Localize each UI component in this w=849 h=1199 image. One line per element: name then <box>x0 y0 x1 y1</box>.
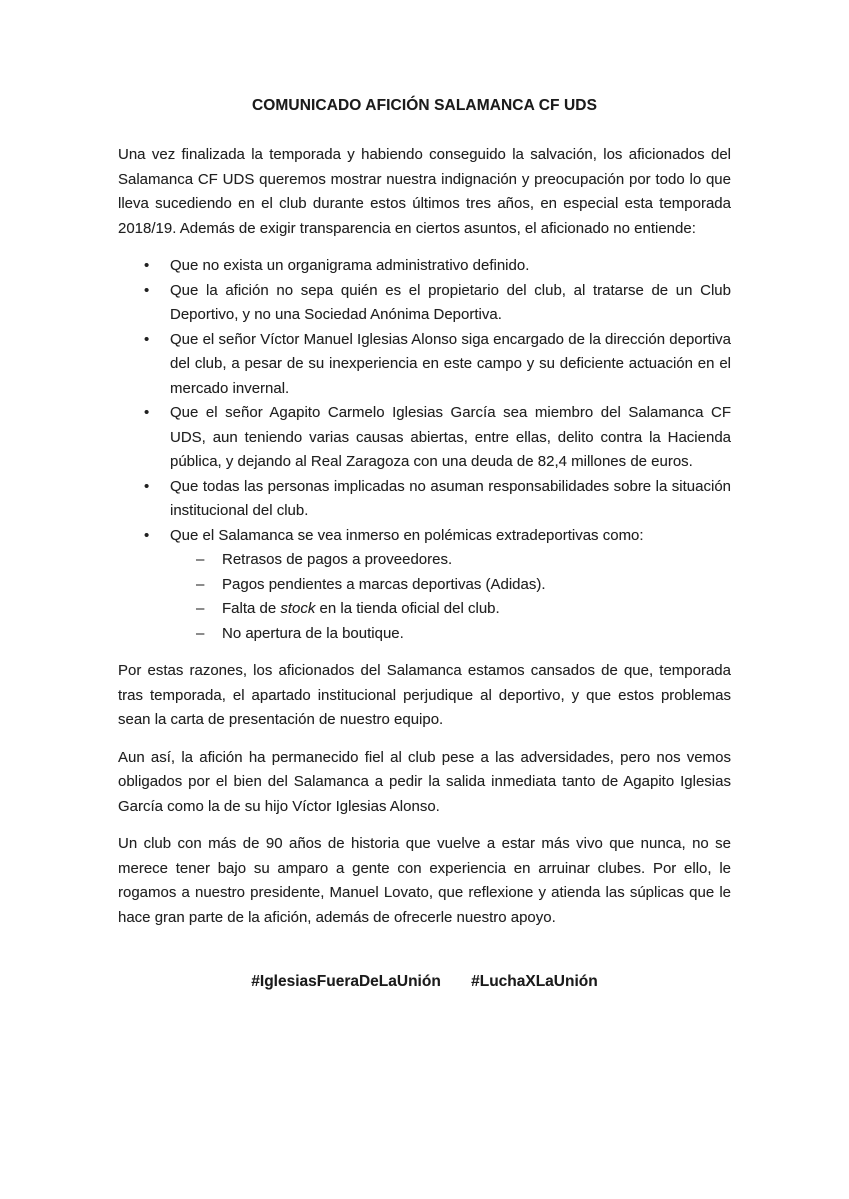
dash-marker-icon: – <box>196 600 205 617</box>
sub-item <box>118 622 731 647</box>
bullet-marker-icon: • <box>144 477 150 495</box>
hashtag-iglesias-fuera: #IglesiasFueraDeLaUnión <box>251 973 441 990</box>
sub-item-text-post: en la tienda oficial del club. <box>315 600 500 617</box>
bullet-item <box>118 279 731 328</box>
sub-item-text: Pagos pendientes a marcas deportivas (Adidas). <box>222 575 546 593</box>
bullet-item <box>118 401 731 475</box>
intro-paragraph: Una vez finalizada la temporada y habiendo conseguido la salvación, los aficionados del Salamanca CF UDS queremos mostrar nuestra indignación y preocupación por todo lo que lleva sucediendo en el club durante estos últimos tres años, en especial esta temporada 2018/19. Además de exigir transparencia en ciertos asuntos, el aficionado no entiende: <box>118 146 731 237</box>
bullet-marker-icon: • <box>144 404 150 421</box>
bullet-marker-icon: • <box>144 257 150 274</box>
sub-item <box>118 597 731 622</box>
paragraph-reasons: Por estas razones, los aficionados del Salamanca estamos cansados de que, temporada tras temporada, el apartado institucional perjudique al deportivo, y que estos problemas sean la carta de presentación de nuestro equipo. <box>118 662 731 728</box>
dash-marker-icon: – <box>196 624 205 642</box>
bullet-item <box>118 475 731 524</box>
document-content <box>118 96 731 995</box>
bullet-item <box>118 524 731 549</box>
bullet-list <box>118 254 731 548</box>
paragraph-loyalty: Aun así, la afición ha permanecido fiel al club pese a las adversidades, pero nos vemos obligados por el bien del Salamanca a pedir la salida inmediata tanto de Agapito Iglesias García como la de su hijo Víctor Iglesias Alonso. <box>118 748 731 815</box>
sub-item-text-pre: Falta de <box>222 600 281 617</box>
dash-marker-icon: – <box>196 551 205 568</box>
bullet-item-text: Que el señor Agapito Carmelo Iglesias García sea miembro del Salamanca CF UDS, aun teniendo varias causas abiertas, entre ellas, delito contra la Hacienda pública, y dejando al Real Zaragoza con una deuda de 82,4 millones de euros. <box>170 404 731 470</box>
sub-item-text-italic: stock <box>280 600 316 617</box>
dash-sub-list <box>118 548 731 646</box>
paragraph-request: Un club con más de 90 años de historia que vuelve a estar más vivo que nunca, no se merece tener bajo su amparo a gente con experiencia en arruinar clubes. Por ello, le rogamos a nuestro presidente, Manuel Lovato, que reflexione y atienda las súplicas que le hace gran parte de la afición, además de ofrecerle nuestro apoyo. <box>118 835 731 926</box>
bullet-item-text: Que el Salamanca se vea inmerso en polémicas extradeportivas como: <box>170 526 644 544</box>
dash-marker-icon: – <box>196 575 205 593</box>
sub-item <box>118 573 731 598</box>
hashtag-lucha-x-la-union: #LuchaXLaUnión <box>471 973 598 990</box>
sub-item-text: Retrasos de pagos a proveedores. <box>222 551 453 568</box>
bullet-item <box>118 328 731 402</box>
bullet-marker-icon: • <box>144 281 150 299</box>
bullet-item-text: Que la afición no sepa quién es el propietario del club, al tratarse de un Club Deportivo, y no una Sociedad Anónima Deportiva. <box>170 281 731 323</box>
sub-item-text: No apertura de la boutique. <box>222 624 404 642</box>
bullet-item-text: Que el señor Víctor Manuel Iglesias Alonso siga encargado de la dirección deportiva del club, a pesar de su inexperiencia en este campo y su deficiente actuación en el mercado invernal. <box>170 330 731 397</box>
bullet-item-text: Que todas las personas implicadas no asuman responsabilidades sobre la situación institucional del club. <box>170 477 731 519</box>
bullet-marker-icon: • <box>144 330 150 348</box>
sub-item <box>118 548 731 573</box>
document-title: COMUNICADO AFICIÓN SALAMANCA CF UDS <box>251 97 598 114</box>
bullet-item <box>118 254 731 279</box>
bullet-marker-icon: • <box>144 526 150 544</box>
hashtag-line <box>118 970 731 995</box>
bullet-item-text: Que no exista un organigrama administrativo definido. <box>170 257 530 274</box>
